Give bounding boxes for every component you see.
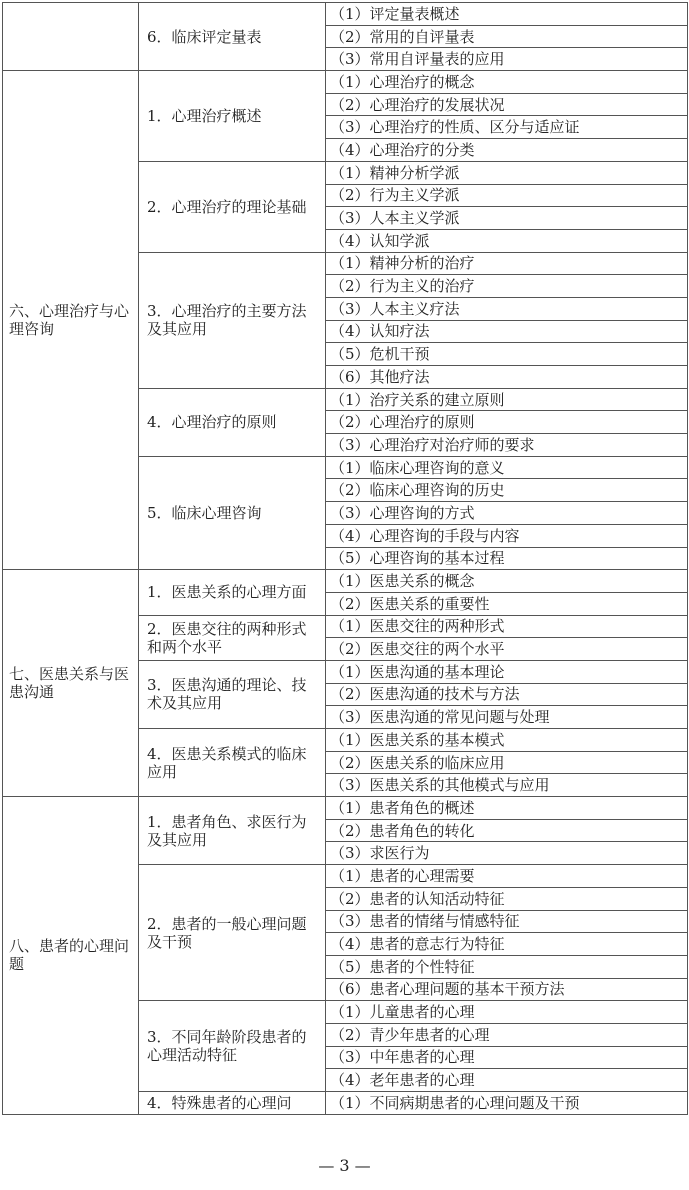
syllabus-table-body xyxy=(3,3,688,1115)
topic-cell: 4．医患关系模式的临床应用 xyxy=(139,729,326,797)
table-row xyxy=(3,71,688,94)
item-cell: （2）行为主义学派 xyxy=(326,184,688,207)
item-cell: （1）治疗关系的建立原则 xyxy=(326,388,688,411)
item-cell: （1）患者的心理需要 xyxy=(326,865,688,888)
item-cell: （4）认知学派 xyxy=(326,229,688,252)
topic-cell: 1．心理治疗概述 xyxy=(139,71,326,162)
item-cell: （4）认知疗法 xyxy=(326,320,688,343)
item-cell: （1）评定量表概述 xyxy=(326,3,688,26)
item-cell: （4）老年患者的心理 xyxy=(326,1069,688,1092)
item-cell: （1）精神分析学派 xyxy=(326,161,688,184)
topic-cell: 6．临床评定量表 xyxy=(139,3,326,71)
item-cell: （3）心理治疗对治疗师的要求 xyxy=(326,434,688,457)
unit-cell: 七、医患关系与医患沟通 xyxy=(3,570,139,797)
item-cell: （3）医患沟通的常见问题与处理 xyxy=(326,706,688,729)
item-cell: （4）患者的意志行为特征 xyxy=(326,933,688,956)
item-cell: （3）患者的情绪与情感特征 xyxy=(326,910,688,933)
topic-cell: 1．医患关系的心理方面 xyxy=(139,570,326,615)
item-cell: （3）中年患者的心理 xyxy=(326,1046,688,1069)
item-cell: （2）医患沟通的技术与方法 xyxy=(326,683,688,706)
item-cell: （2）医患关系的重要性 xyxy=(326,592,688,615)
item-cell: （1）医患关系的概念 xyxy=(326,570,688,593)
item-cell: （1）医患关系的基本模式 xyxy=(326,729,688,752)
item-cell: （2）青少年患者的心理 xyxy=(326,1023,688,1046)
topic-cell: 2．患者的一般心理问题及干预 xyxy=(139,865,326,1001)
item-cell: （3）人本主义学派 xyxy=(326,207,688,230)
item-cell: （6）患者心理问题的基本干预方法 xyxy=(326,978,688,1001)
item-cell: （3）人本主义疗法 xyxy=(326,297,688,320)
topic-cell: 3．医患沟通的理论、技术及其应用 xyxy=(139,660,326,728)
topic-cell: 2．医患交往的两种形式和两个水平 xyxy=(139,615,326,660)
item-cell: （2）患者角色的转化 xyxy=(326,819,688,842)
item-cell: （2）心理治疗的发展状况 xyxy=(326,93,688,116)
item-cell: （2）心理治疗的原则 xyxy=(326,411,688,434)
item-cell: （1）精神分析的治疗 xyxy=(326,252,688,275)
table-row xyxy=(3,3,688,26)
item-cell: （5）心理咨询的基本过程 xyxy=(326,547,688,570)
unit-cell: 六、心理治疗与心理咨询 xyxy=(3,71,139,570)
item-cell: （3）求医行为 xyxy=(326,842,688,865)
topic-cell: 3．心理治疗的主要方法及其应用 xyxy=(139,252,326,388)
table-row xyxy=(3,797,688,820)
topic-cell: 4．心理治疗的原则 xyxy=(139,388,326,456)
unit-cell xyxy=(3,3,139,71)
topic-cell: 3．不同年龄阶段患者的心理活动特征 xyxy=(139,1001,326,1092)
unit-cell: 八、患者的心理问题 xyxy=(3,797,139,1115)
item-cell: （5）危机干预 xyxy=(326,343,688,366)
topic-cell: 1．患者角色、求医行为及其应用 xyxy=(139,797,326,865)
item-cell: （3）心理咨询的方式 xyxy=(326,502,688,525)
item-cell: （1）医患交往的两种形式 xyxy=(326,615,688,638)
item-cell: （2）医患交往的两个水平 xyxy=(326,638,688,661)
topic-cell: 4．特殊患者的心理问 xyxy=(139,1092,326,1115)
item-cell: （4）心理咨询的手段与内容 xyxy=(326,524,688,547)
item-cell: （2）医患关系的临床应用 xyxy=(326,751,688,774)
item-cell: （4）心理治疗的分类 xyxy=(326,139,688,162)
item-cell: （2）常用的自评量表 xyxy=(326,25,688,48)
syllabus-table xyxy=(2,2,688,1115)
item-cell: （3）医患关系的其他模式与应用 xyxy=(326,774,688,797)
item-cell: （1）医患沟通的基本理论 xyxy=(326,660,688,683)
item-cell: （5）患者的个性特征 xyxy=(326,955,688,978)
item-cell: （2）临床心理咨询的历史 xyxy=(326,479,688,502)
item-cell: （1）患者角色的概述 xyxy=(326,797,688,820)
topic-cell: 2．心理治疗的理论基础 xyxy=(139,161,326,252)
table-row xyxy=(3,570,688,593)
item-cell: （3）心理治疗的性质、区分与适应证 xyxy=(326,116,688,139)
item-cell: （3）常用自评量表的应用 xyxy=(326,48,688,71)
item-cell: （1）心理治疗的概念 xyxy=(326,71,688,94)
item-cell: （2）行为主义的治疗 xyxy=(326,275,688,298)
page-number: — 3 — xyxy=(318,1156,371,1175)
item-cell: （1）不同病期患者的心理问题及干预 xyxy=(326,1092,688,1115)
item-cell: （1）临床心理咨询的意义 xyxy=(326,456,688,479)
item-cell: （2）患者的认知活动特征 xyxy=(326,887,688,910)
item-cell: （6）其他疗法 xyxy=(326,366,688,389)
topic-cell: 5．临床心理咨询 xyxy=(139,456,326,569)
item-cell: （1）儿童患者的心理 xyxy=(326,1001,688,1024)
